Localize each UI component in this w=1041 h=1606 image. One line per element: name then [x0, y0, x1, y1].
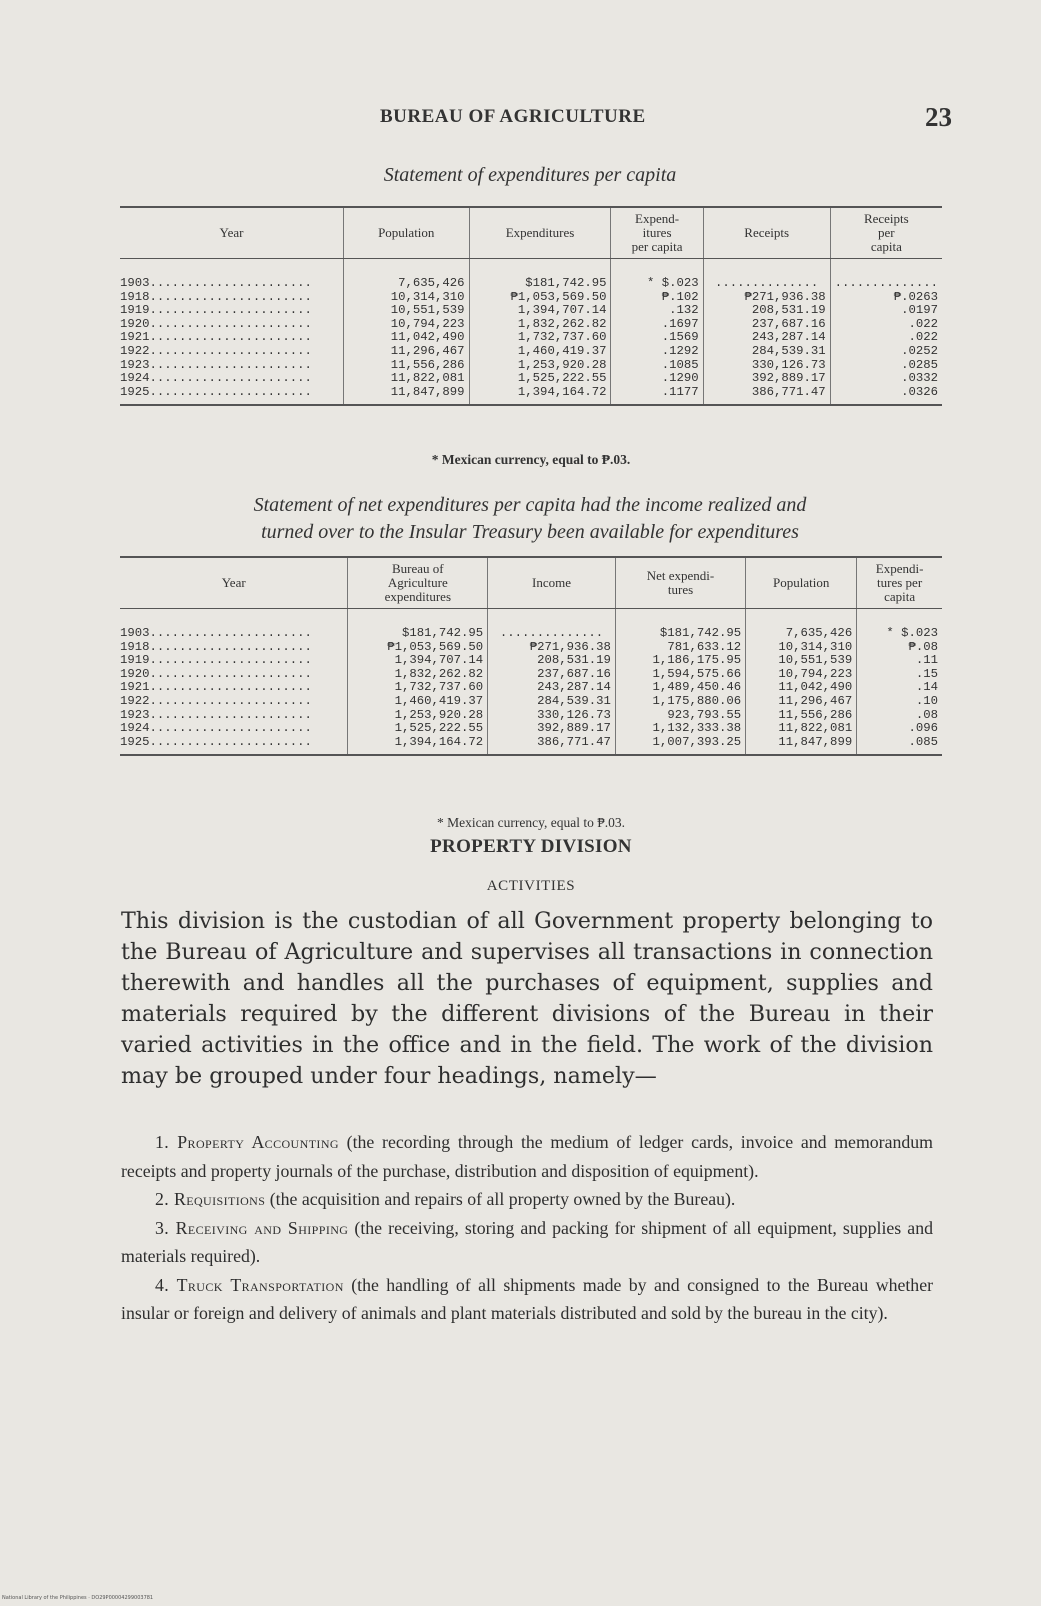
value-cell: 7,635,426: [746, 609, 857, 641]
value-cell: 1,394,164.72: [348, 736, 488, 756]
year-cell: 1923......................: [120, 707, 312, 722]
year-cell: 1922......................: [120, 693, 312, 708]
value-cell: 1,175,880.06: [615, 695, 745, 709]
table1-column-header: Year: [120, 207, 343, 259]
activity-item-label: 3. Receiving and Shipping: [155, 1217, 349, 1238]
value-cell: .0326: [830, 386, 942, 406]
value-cell: .1292: [611, 345, 703, 359]
table-row: [120, 345, 942, 359]
value-cell: .1290: [611, 372, 703, 386]
value-cell: 11,042,490: [343, 331, 469, 345]
value-cell: 1,132,333.38: [615, 722, 745, 736]
value-cell: 330,126.73: [703, 359, 830, 373]
table2-column-header: Population: [746, 557, 857, 609]
value-cell: 208,531.19: [703, 304, 830, 318]
table-row: [120, 386, 942, 406]
value-cell: ₱271,936.38: [488, 641, 616, 655]
value-cell: 11,042,490: [746, 681, 857, 695]
activity-item-label: 4. Truck Transportation: [155, 1274, 344, 1295]
value-cell: 1,186,175.95: [615, 654, 745, 668]
value-cell: ..............: [703, 259, 830, 291]
value-cell: .10: [857, 695, 942, 709]
value-cell: ₱.102: [611, 291, 703, 305]
value-cell: 11,556,286: [343, 359, 469, 373]
year-cell: 1921......................: [120, 330, 312, 345]
value-cell: 1,394,707.14: [348, 654, 488, 668]
value-cell: .085: [857, 736, 942, 756]
value-cell: 386,771.47: [703, 386, 830, 406]
year-cell: 1903......................: [120, 276, 312, 290]
table-row: [120, 259, 942, 291]
value-cell: 11,296,467: [746, 695, 857, 709]
section-paragraph: This division is the custodian of all Government property belonging to the Bureau of Agriculture and supervises all transactions in connection therewith and handles all the purchases of equipment, supplies and materials required by the different divisions of the Bureau in their varied activities in the office and in the field. The work of the division may be grouped under four headings, namely—: [121, 908, 933, 1089]
value-cell: .0197: [830, 304, 942, 318]
expenditures-per-capita-table: [120, 206, 942, 406]
net-expenditures-per-capita-table: [120, 556, 942, 756]
value-cell: $181,742.95: [348, 609, 488, 641]
value-cell: 923,793.55: [615, 709, 745, 723]
value-cell: 237,687.16: [488, 668, 616, 682]
library-stamp: National Library of the Philippines · DO29P00004299003781: [2, 1595, 154, 1601]
value-cell: 11,556,286: [746, 709, 857, 723]
value-cell: 1,525,222.55: [348, 722, 488, 736]
activity-item: [121, 1185, 933, 1214]
value-cell: 1,253,920.28: [469, 359, 611, 373]
value-cell: $181,742.95: [615, 609, 745, 641]
value-cell: 1,594,575.66: [615, 668, 745, 682]
table-row: [120, 372, 942, 386]
activity-item-text: (the acquisition and repairs of all property owned by the Bureau).: [265, 1189, 736, 1209]
running-head: BUREAU OF AGRICULTURE: [380, 106, 646, 127]
value-cell: .08: [857, 709, 942, 723]
year-cell: 1921......................: [120, 680, 312, 695]
value-cell: ..............: [830, 259, 942, 291]
value-cell: .11: [857, 654, 942, 668]
value-cell: 781,633.12: [615, 641, 745, 655]
activity-item: [121, 1271, 933, 1328]
table-row: [120, 291, 942, 305]
table1-column-header: Receipts: [703, 207, 830, 259]
value-cell: 330,126.73: [488, 709, 616, 723]
table-row: [120, 681, 942, 695]
value-cell: 11,847,899: [746, 736, 857, 756]
value-cell: 1,007,393.25: [615, 736, 745, 756]
value-cell: 11,296,467: [343, 345, 469, 359]
value-cell: 1,460,419.37: [469, 345, 611, 359]
value-cell: 208,531.19: [488, 654, 616, 668]
table-row: [120, 736, 942, 756]
activity-item: [121, 1128, 933, 1185]
value-cell: .14: [857, 681, 942, 695]
activity-list: [121, 1128, 933, 1328]
value-cell: 11,822,081: [343, 372, 469, 386]
value-cell: 1,832,262.82: [348, 668, 488, 682]
value-cell: .1085: [611, 359, 703, 373]
table2-footnote: * Mexican currency, equal to ₱.03.: [436, 815, 626, 830]
table-row: [120, 722, 942, 736]
year-cell: 1918......................: [120, 639, 312, 654]
table1-column-header: Population: [343, 207, 469, 259]
table-row: [120, 654, 942, 668]
activity-item-label: 2. Requisitions: [155, 1189, 266, 1209]
value-cell: .096: [857, 722, 942, 736]
value-cell: 1,732,737.60: [469, 331, 611, 345]
value-cell: 10,314,310: [746, 641, 857, 655]
value-cell: 1,489,450.46: [615, 681, 745, 695]
value-cell: 284,539.31: [703, 345, 830, 359]
value-cell: .15: [857, 668, 942, 682]
table-row: [120, 304, 942, 318]
year-cell: 1903......................: [120, 626, 312, 640]
table2-column-header: Expendi- tures per capita: [857, 557, 942, 609]
value-cell: 1,394,164.72: [469, 386, 611, 406]
year-cell: 1923......................: [120, 357, 312, 372]
value-cell: .022: [830, 331, 942, 345]
value-cell: .022: [830, 318, 942, 332]
value-cell: .1177: [611, 386, 703, 406]
value-cell: ₱1,053,569.50: [348, 641, 488, 655]
value-cell: 392,889.17: [488, 722, 616, 736]
value-cell: 243,287.14: [488, 681, 616, 695]
year-cell: 1918......................: [120, 289, 312, 304]
activity-item-label: 1. Property Accounting: [155, 1132, 339, 1152]
value-cell: ₱.08: [857, 641, 942, 655]
activity-item-text: (the recording through the medium of ledger cards, invoice and memorandum receipts and property journals of the purchase, distribution and disposition of equipment).: [121, 1132, 933, 1181]
value-cell: $181,742.95: [469, 259, 611, 291]
activity-item-text: (the handling of all shipments made by and consigned to the Bureau whether insular or foreign and delivery of animals and plant materials distributed and sold by the bureau in the city).: [121, 1274, 934, 1323]
table-row: [120, 641, 942, 655]
value-cell: 11,822,081: [746, 722, 857, 736]
activity-item-text: (the receiving, storing and packing for shipment of all equipment, supplies and materials required).: [121, 1217, 933, 1266]
table-row: [120, 331, 942, 345]
value-cell: ₱1,053,569.50: [469, 291, 611, 305]
table-row: [120, 668, 942, 682]
value-cell: 1,525,222.55: [469, 372, 611, 386]
value-cell: 10,551,539: [746, 654, 857, 668]
value-cell: 11,847,899: [343, 386, 469, 406]
value-cell: 10,794,223: [343, 318, 469, 332]
value-cell: 1,832,262.82: [469, 318, 611, 332]
value-cell: ₱.0263: [830, 291, 942, 305]
value-cell: .1697: [611, 318, 703, 332]
value-cell: .0252: [830, 345, 942, 359]
value-cell: .0285: [830, 359, 942, 373]
value-cell: 10,794,223: [746, 668, 857, 682]
year-cell: 1920......................: [120, 666, 312, 681]
value-cell: 284,539.31: [488, 695, 616, 709]
table2-caption-line1: Statement of net expenditures per capita had the income realized and: [253, 494, 807, 516]
table2-column-header: Net expendi- tures: [615, 557, 745, 609]
table2-column-header: Bureau of Agriculture expenditures: [348, 557, 488, 609]
value-cell: .0332: [830, 372, 942, 386]
value-cell: 243,287.14: [703, 331, 830, 345]
table-row: [120, 609, 942, 641]
value-cell: 392,889.17: [703, 372, 830, 386]
year-cell: 1919......................: [120, 653, 312, 668]
table1-footnote: * Mexican currency, equal to ₱.03.: [431, 452, 631, 467]
table1-caption: Statement of expenditures per capita: [383, 164, 677, 186]
value-cell: 10,551,539: [343, 304, 469, 318]
year-cell: 1919......................: [120, 303, 312, 318]
value-cell: 1,460,419.37: [348, 695, 488, 709]
table1-column-header: Expenditures: [469, 207, 611, 259]
table1-column-header: Expend- itures per capita: [611, 207, 703, 259]
table2-caption: [120, 492, 940, 546]
value-cell: ..............: [488, 609, 616, 641]
value-cell: 237,687.16: [703, 318, 830, 332]
section-title: PROPERTY DIVISION: [430, 836, 632, 857]
value-cell: 10,314,310: [343, 291, 469, 305]
table1-column-header: Receipts per capita: [830, 207, 942, 259]
value-cell: * $.023: [611, 259, 703, 291]
value-cell: 1,394,707.14: [469, 304, 611, 318]
value-cell: ₱271,936.38: [703, 291, 830, 305]
table-row: [120, 709, 942, 723]
year-cell: 1920......................: [120, 316, 312, 331]
table2-caption-line2: turned over to the Insular Treasury been available for expenditures: [261, 521, 799, 543]
value-cell: .1569: [611, 331, 703, 345]
year-cell: 1924......................: [120, 371, 312, 386]
value-cell: .132: [611, 304, 703, 318]
value-cell: 1,732,737.60: [348, 681, 488, 695]
year-cell: 1925......................: [120, 736, 348, 756]
table2-column-header: Year: [120, 557, 348, 609]
value-cell: 386,771.47: [488, 736, 616, 756]
value-cell: 1,253,920.28: [348, 709, 488, 723]
table-row: [120, 695, 942, 709]
page-number: 23: [925, 102, 952, 132]
year-cell: 1922......................: [120, 343, 312, 358]
activity-item: [121, 1214, 933, 1271]
table-row: [120, 318, 942, 332]
subsection-title: ACTIVITIES: [486, 878, 576, 894]
value-cell: * $.023: [857, 609, 942, 641]
year-cell: 1925......................: [120, 386, 343, 406]
value-cell: 7,635,426: [343, 259, 469, 291]
table-row: [120, 359, 942, 373]
year-cell: 1924......................: [120, 721, 312, 736]
table2-column-header: Income: [488, 557, 616, 609]
